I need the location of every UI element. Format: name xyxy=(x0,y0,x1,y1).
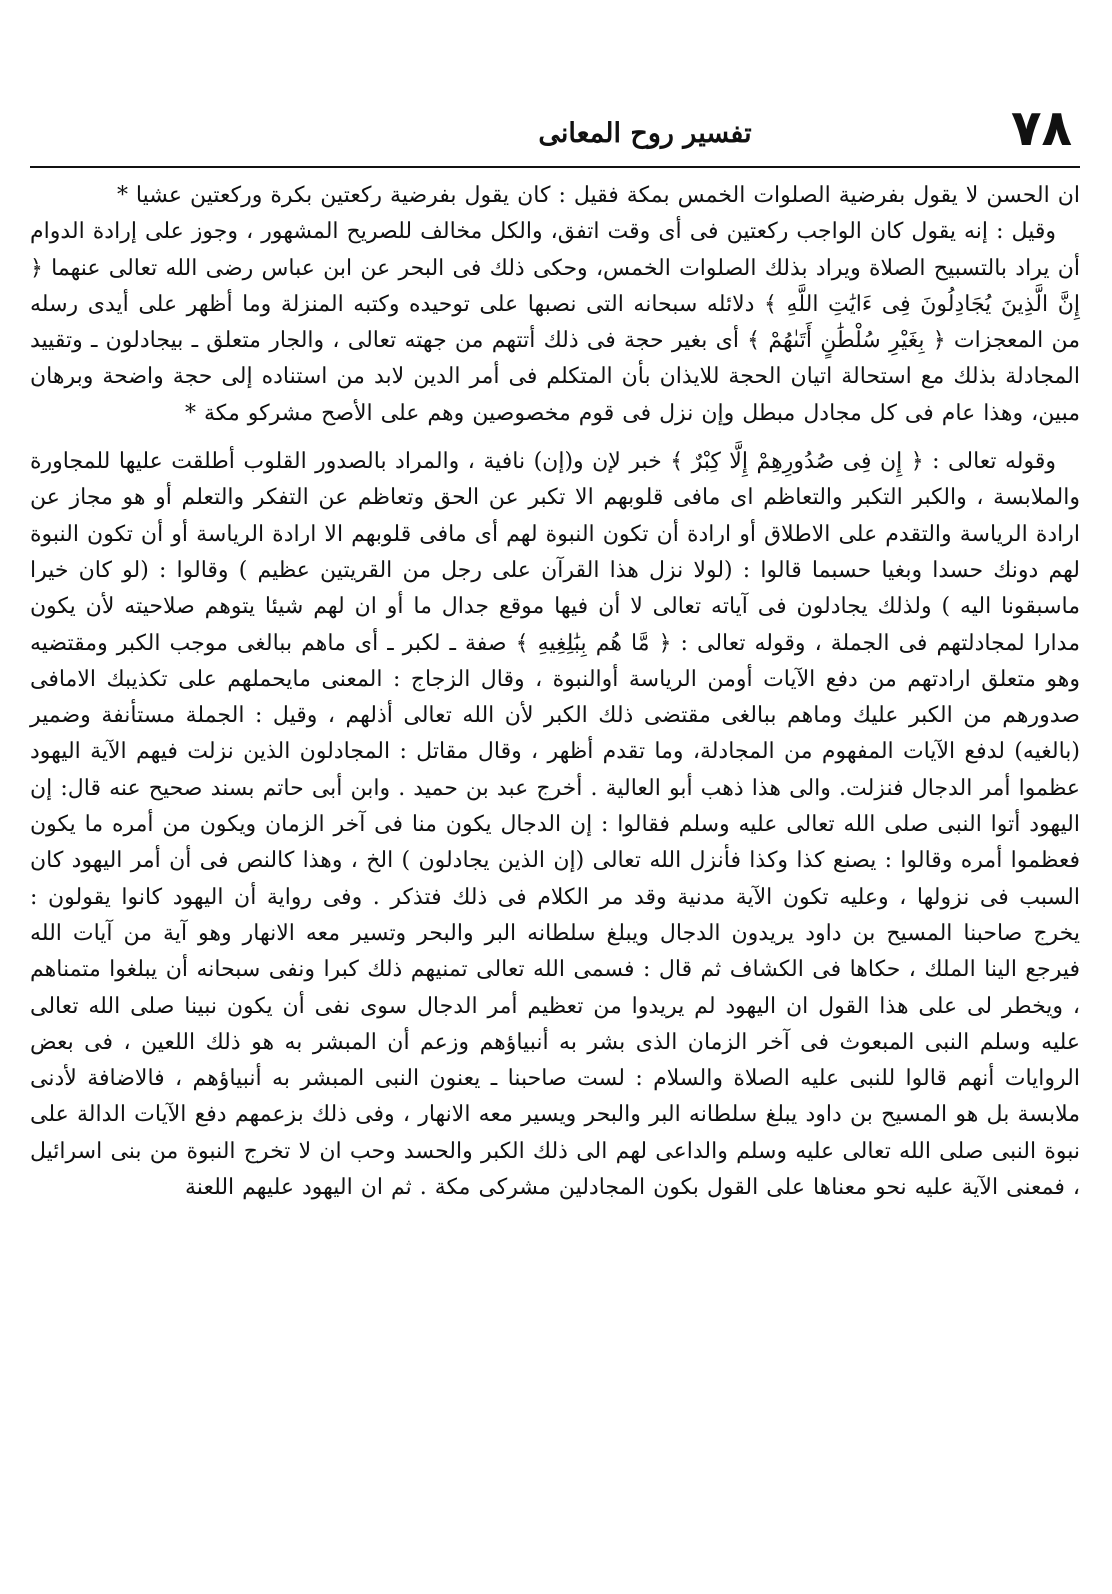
paragraph: وقيل : إنه يقول كان الواجب ركعتين فى أى وقت اتفق، والكل مخالف للصريح المشهور ، وجوز على إرادة الدوام أن يراد بالتسبيح الصلاة ويراد بذلك الصلوات الخمس، وحكى ذلك فى البحر عن ابن عباس رضى الله تعالى عنهما ﴿ إِنَّ الَّذِينَ يُجَادِلُونَ فِى ءَايَٰتِ اللَّهِ ﴾ دلائله سبحانه التى نصبها على توحيده وكتبه المنزلة وما أظهر على أيدى رسله من المعجزات ﴿ بِغَيْرِ سُلْطَٰنٍ أَتَىٰهُمْ ﴾ أى بغير حجة فى ذلك أتتهم من جهته تعالى ، والجار متعلق ـ بيجادلون ـ وتقييد المجادلة بذلك مع استحالة اتيان الحجة للايذان بأن المتكلم فى أمر الدين لابد من استناده إلى حجة واضحة وبرهان مبين، وهذا عام فى كل مجادل مبطل وإن نزل فى قوم مخصوصين وهم على الأصح مشركو مكة * xyxy=(30,219,1080,426)
paragraph: وقوله تعالى : ﴿ إِن فِى صُدُورِهِمْ إِلَّا كِبْرٌ ﴾ خبر لإن و(إن) نافية ، والمراد بالصدور القلوب أطلقت عليها للمجاورة والملابسة ، والكبر التكبر والتعاظم اى مافى قلوبهم الا تكبر عن الحق وتعاظم عن التفكر والتعلم أو هو مجاز عن ارادة الرياسة والتقدم على الاطلاق أو ارادة أن تكون النبوة لهم أى مافى قلوبهم الا ارادة الرياسة أو أن تكون النبوة لهم دونك حسدا وبغيا حسبما قالوا : (لولا نزل هذا القرآن على رجل من القريتين عظيم ) وقالوا : (لو كان خيرا ماسبقونا اليه ) ولذلك يجادلون فى آياته تعالى لا أن فيها موقع جدال ما أو ان لهم شيئا يتوهم صلاحيته لأن يكون مدارا لمجادلتهم فى الجملة ، وقوله تعالى : ﴿ مَّا هُم بِبَٰلِغِيهِ ﴾ صفة ـ لكبر ـ أى ماهم ببالغى موجب الكبر ومقتضيه وهو متعلق ارادتهم من دفع الآيات أومن الرياسة أوالنبوة ، وقال الزجاج : المعنى مايحملهم على تكذيبك الامافى صدورهم من الكبر عليك وماهم ببالغى مقتضى ذلك الكبر لأن الله تعالى أذلهم ، وقيل : الجملة مستأنفة وضمير (بالغيه) لدفع الآيات المفهوم من المجادلة، وما تقدم أظهر ، وقال مقاتل : المجادلون الذين نزلت فيهم الآية اليهود عظموا أمر الدجال فنزلت. والى هذا ذهب أبو العالية . أخرج عبد بن حميد . وابن أبى حاتم بسند صحيح عنه قال: إن اليهود أتوا النبى صلى الله تعالى عليه وسلم فقالوا : إن الدجال يكون منا فى آخر الزمان ويكون من أمره ما يكون فعظموا أمره وقالوا : يصنع كذا وكذا فأنزل الله تعالى (إن الذين يجادلون ) الخ ، وهذا كالنص فى أن أمر اليهود كان السبب فى نزولها ، وعليه تكون الآية مدنية وقد مر الكلام فى ذلك فتذكر . وفى رواية أن اليهود كانوا يقولون : يخرج صاحبنا المسيح بن داود يريدون الدجال ويبلغ سلطانه البر والبحر وتسير معه الانهار وهو آية من آيات الله فيرجع الينا الملك ، حكاها فى الكشاف ثم قال : فسمى الله تعالى تمنيهم ذلك كبرا ونفى سبحانه أن يبلغوا متمناهم ، ويخطر لى على هذا القول ان اليهود لم يريدوا من تعظيم أمر الدجال سوى نفى أن يكون نبينا صلى الله تعالى عليه وسلم النبى المبعوث فى آخر الزمان الذى بشر به أنبياؤهم وزعم أن المبشر به هو ذلك اللعين ، فى بعض الروايات أنهم قالوا للنبى عليه الصلاة والسلام : لست صاحبنا ـ يعنون النبى المبشر به أنبياؤهم ، فالاضافة لأدنى ملابسة بل هو المسيح بن داود يبلغ سلطانه البر والبحر ويسير معه الانهار ، وفى ذلك بزعمهم دفع الآيات الدالة على نبوة النبى صلى الله تعالى عليه وسلم والداعى لهم الى ذلك الكبر والحسد وحب ان لا تخرج النبوة من بنى اسرائيل ، فمعنى الآية عليه نحو معناها على القول بكون المجادلين مشركى مكة . ثم ان اليهود عليهم اللعنة xyxy=(30,449,1081,1201)
commentary-text xyxy=(30,178,1080,1206)
paragraph-continuation: ان الحسن لا يقول بفرضية الصلوات الخمس بمكة فقيل : كان يقول بفرضية ركعتين بكرة وركعتين عشيا * xyxy=(116,183,1080,208)
page-header xyxy=(30,96,1080,168)
page-number: ٧٨ xyxy=(1010,99,1072,157)
running-title: تفسير روح المعانى xyxy=(538,118,752,149)
